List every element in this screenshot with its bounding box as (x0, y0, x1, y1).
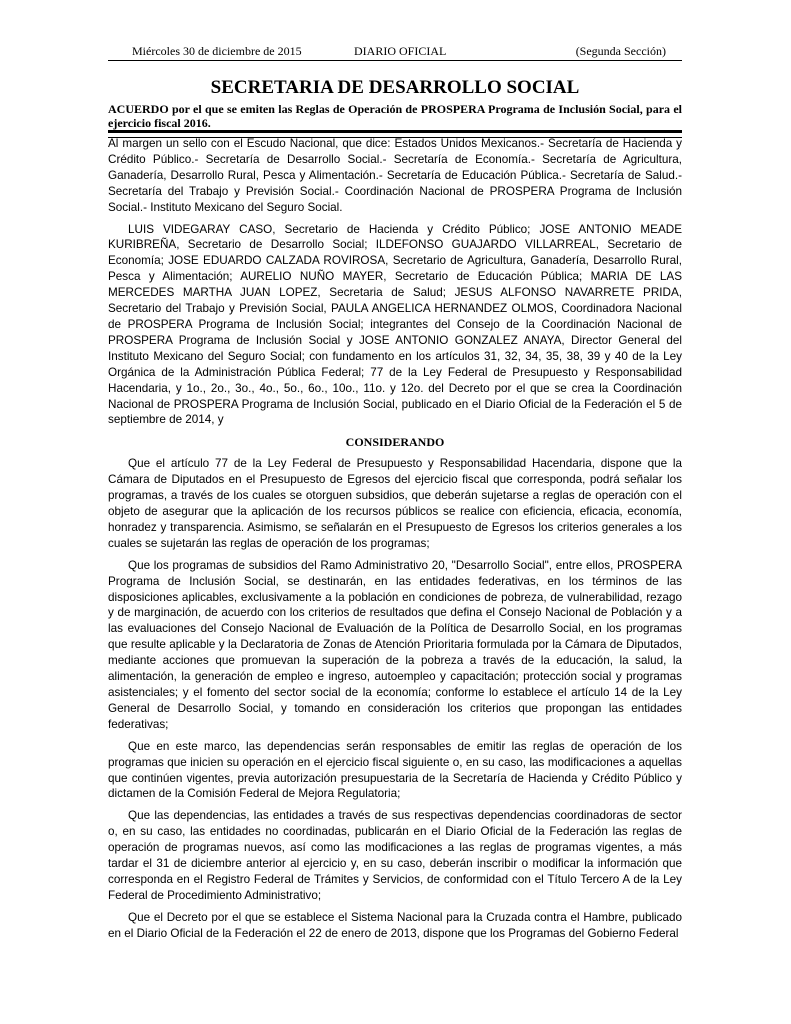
paragraph-considerando-1: Que el artículo 77 de la Ley Federal de Presupuesto y Responsabilidad Hacendaria, dispone que la Cámara de Diputados en el Presupuesto de Egresos del ejercicio fiscal que corresponda, podrá señalar los programas, a través de los cuales se otorguen subsidios, que deberán sujetarse a reglas de operación con el objeto de asegurar que la aplicación de los recursos públicos se realice con eficiencia, eficacia, economía, honradez y transparencia. Asimismo, se señalarán en el Presupuesto de Egresos los criterios generales a los cuales se sujetarán las reglas de operación de los programas; (108, 457, 682, 550)
header-divider (108, 60, 682, 61)
secretaria-heading: SECRETARIA DE DESARROLLO SOCIAL (210, 77, 580, 98)
header-section: (Segunda Sección) (575, 44, 666, 58)
header-date: Miércoles 30 de diciembre de 2015 (132, 44, 302, 58)
header-publication: DIARIO OFICIAL (354, 44, 447, 58)
paragraph-signatories: LUIS VIDEGARAY CASO, Secretario de Hacienda y Crédito Público; JOSE ANTONIO MEADE KURIBREÑA, Secretario de Desarrollo Social; ILDEFONSO GUAJARDO VILLARREAL, Secretario de Economía; JOSE EDUARDO CALZADA ROVIROSA, Secretario de Agricultura, Ganadería, Desarrollo Rural, Pesca y Alimentación; AURELIO NUÑO MAYER, Secretario de Educación Pública; MARIA DE LAS MERCEDES MARTHA JUAN LOPEZ, Secretaria de Salud; JESUS ALFONSO NAVARRETE PRIDA, Secretario del Trabajo y Previsión Social, PAULA ANGELICA HERNANDEZ OLMOS, Coordinadora Nacional de PROSPERA Programa de Inclusión Social; integrantes del Consejo de la Coordinación Nacional de PROSPERA Programa de Inclusión Social y JOSE ANTONIO GONZALEZ ANAYA, Director General del Instituto Mexicano del Seguro Social; con fundamento en los artículos 31, 32, 34, 35, 38, 39 y 40 de la Ley Orgánica de la Administración Pública Federal; 77 de la Ley Federal de Presupuesto y Responsabilidad Hacendaria, y 1o., 2o., 3o., 4o., 5o., 6o., 10o., 11o. y 12o. del Decreto por el que se crea la Coordinación Nacional de PROSPERA Programa de Inclusión Social, publicado en el Diario Oficial de la Federación el 5 de septiembre de 2014, y (108, 222, 682, 427)
paragraph-considerando-2: Que los programas de subsidios del Ramo Administrativo 20, "Desarrollo Social", entre ellos, PROSPERA Programa de Inclusión Social, se destinarán, en las entidades federativas, en los términos de las disposiciones aplicables, exclusivamente a la población en condiciones de pobreza, de vulnerabilidad, rezago y de marginación, de acuerdo con los criterios de resultados que defina el Consejo Nacional de Población y a las evaluaciones del Consejo Nacional de Evaluación de la Política de Desarrollo Social, en los programas que resulte aplicable y la Declaratoria de Zonas de Atención Prioritaria formulada por la Cámara de Diputados, mediante acciones que promuevan la superación de la pobreza a través de la educación, la salud, la alimentación, la generación de empleo e ingreso, autoempleo y capacitación; protección social y programas asistenciales; y el fomento del sector social de la economía; conforme lo establece el artículo 14 de la Ley General de Desarrollo Social, y tomando en consideración los criterios que propongan las entidades federativas; (108, 558, 682, 731)
document-body (108, 136, 682, 948)
considerando-heading: CONSIDERANDO (345, 435, 445, 450)
acuerdo-title: ACUERDO por el que se emiten las Reglas de Operación de PROSPERA Programa de Inclusión Social, para el ejercicio fiscal 2016. (108, 102, 682, 130)
paragraph-considerando-3: Que en este marco, las dependencias serán responsables de emitir las reglas de operación de los programas que inicien su operación en el ejercicio fiscal siguiente o, en su caso, las modificaciones a aquellas que continúen vigentes, previa autorización presupuestaria de la Secretaría de Hacienda y Crédito Público y dictamen de la Comisión Federal de Mejora Regulatoria; (108, 739, 682, 801)
paragraph-considerando-4: Que las dependencias, las entidades a través de sus respectivas dependencias coordinadoras de sector o, en su caso, las entidades no coordinadas, publicarán en el Diario Oficial de la Federación las reglas de operación de programas nuevos, así como las modificaciones a las reglas de programas vigentes, a más tardar el 31 de diciembre anterior al ejercicio y, en su caso, deberán inscribir o modificar la información que corresponda en el Registro Federal de Trámites y Servicios, de conformidad con el Título Tercero A de la Ley Federal de Procedimiento Administrativo; (108, 809, 682, 902)
paragraph-considerando-5: Que el Decreto por el que se establece el Sistema Nacional para la Cruzada contra el Hambre, publicado en el Diario Oficial de la Federación el 22 de enero de 2013, dispone que los Programas del Gobierno Federal (108, 910, 682, 940)
paragraph-seal: Al margen un sello con el Escudo Nacional, que dice: Estados Unidos Mexicanos.- Secretaría de Hacienda y Crédito Público.- Secretaría de Desarrollo Social.- Secretaría de Economía.- Secretaría de Agricultura, Ganadería, Desarrollo Rural, Pesca y Alimentación.- Secretaría de Educación Pública.- Secretaría de Salud.- Secretaría del Trabajo y Previsión Social.- Coordinación Nacional de PROSPERA Programa de Inclusión Social.- Instituto Mexicano del Seguro Social. (108, 137, 682, 214)
